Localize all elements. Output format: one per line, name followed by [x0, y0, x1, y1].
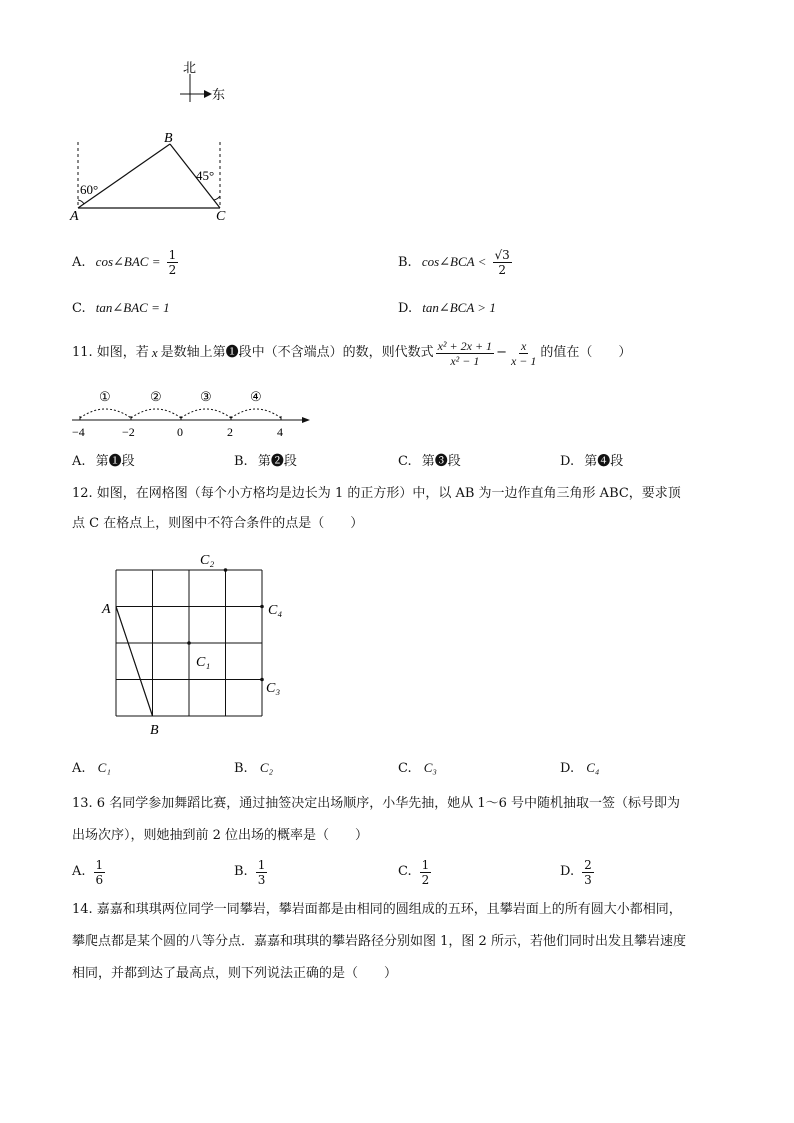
- q11-option-c-text: 第❸段: [421, 454, 461, 469]
- q13-option-b[interactable]: [234, 854, 269, 890]
- grid-label-c1: C₁: [196, 655, 211, 670]
- q13-option-a-fraction: [94, 858, 106, 887]
- q11-option-c-letter: C.: [398, 454, 412, 469]
- q12-option-d-letter: D.: [560, 761, 575, 776]
- triangle-angle-a: 60°: [80, 182, 99, 197]
- triangle-figure: [66, 130, 236, 226]
- q10-option-d-text: tan∠BCA > 1: [422, 300, 496, 315]
- q12-stem-line1: 12. 如图，在网格图（每个小方格均是边长为 1 的正方形）中，以 AB 为一边作直角三角形 ABC，要求顶: [72, 486, 681, 501]
- q12-option-a-letter: A.: [72, 761, 86, 776]
- q12-stem-line2: 点 C 在格点上，则图中不符合条件的点是（ ）: [72, 516, 364, 531]
- compass-diagram: [170, 58, 230, 106]
- q14-stem-line3: 相同，并都到达了最高点，则下列说法正确的是（ ）: [72, 966, 398, 981]
- q13-option-c-num: 1: [421, 857, 430, 872]
- grid-label-a: A: [102, 602, 111, 617]
- q10-option-a-lhs: cos∠BAC =: [95, 254, 161, 269]
- q10-option-a-letter: A.: [72, 255, 86, 270]
- q13-option-a-letter: A.: [72, 864, 86, 879]
- q11-minus: −: [496, 345, 507, 360]
- q12-option-c-text: C₃: [423, 760, 437, 775]
- q12-grid-figure: [96, 548, 296, 744]
- q10-option-a-num: 1: [168, 248, 177, 262]
- segment-label-2: ②: [150, 389, 162, 404]
- segment-label-1: ①: [99, 389, 111, 404]
- q13-option-c-den: 2: [421, 872, 430, 887]
- q12-option-d[interactable]: [560, 760, 599, 777]
- q12-option-d-text: C₄: [586, 760, 600, 775]
- segment-label-3: ③: [200, 389, 212, 404]
- q11-option-b-text: 第❷段: [257, 454, 297, 469]
- tick-label-neg4: −4: [72, 425, 85, 439]
- q11-option-d-text: 第❹段: [584, 454, 624, 469]
- q11-number-line: [66, 384, 316, 440]
- q12-option-b-text: C₂: [259, 760, 274, 775]
- q13-option-a-num: 1: [95, 857, 104, 872]
- q11-frac1-den: x² − 1: [450, 353, 480, 368]
- q12-option-c-letter: C.: [398, 761, 412, 776]
- grid-label-b: B: [150, 723, 159, 738]
- q11-prefix: 11. 如图，若: [72, 345, 149, 360]
- q10-option-c-letter: C.: [72, 301, 86, 316]
- triangle-label-b: B: [164, 131, 173, 146]
- q11-option-b[interactable]: [234, 454, 297, 470]
- q10-option-a[interactable]: [72, 248, 180, 277]
- q13-option-d-letter: D.: [560, 864, 575, 879]
- q13-stem-line2: 出场次序），则她抽到前 2 位出场的概率是（ ）: [72, 828, 369, 843]
- q13-option-b-num: 1: [257, 857, 266, 872]
- triangle-label-a: A: [70, 209, 79, 224]
- q11-option-c[interactable]: [398, 454, 461, 470]
- q13-option-d[interactable]: [560, 854, 596, 890]
- q12-option-b-letter: B.: [234, 761, 248, 776]
- q10-option-b-letter: B.: [398, 255, 412, 270]
- compass-north-label: 北: [183, 60, 197, 75]
- q12-option-c[interactable]: [398, 760, 437, 777]
- q13-option-c-fraction: [420, 858, 432, 887]
- q10-option-d-letter: D.: [398, 301, 413, 316]
- q10-option-c-text: tan∠BAC = 1: [95, 300, 170, 315]
- q13-option-b-letter: B.: [234, 864, 248, 879]
- q11-stem: [72, 336, 631, 370]
- triangle-label-c: C: [216, 209, 226, 224]
- q10-option-b-den: 2: [498, 263, 506, 277]
- q14-stem-line1: 14. 嘉嘉和琪琪两位同学一同攀岩，攀岩面都是由相同的圆组成的五环，且攀岩面上的所有圆大小都相同，: [72, 902, 682, 917]
- q14-stem-line2: 攀爬点都是某个圆的八等分点．嘉嘉和琪琪的攀岩路径分别如图 1，图 2 所示，若他们同时出发且攀岩速度: [72, 934, 686, 949]
- q11-frac2-den: x − 1: [510, 353, 537, 368]
- q11-option-d[interactable]: [560, 454, 623, 470]
- q12-option-b[interactable]: [234, 760, 273, 777]
- grid-label-c3: C₃: [266, 681, 281, 696]
- q10-option-a-fraction: [167, 248, 179, 277]
- tick-label-neg2: −2: [122, 425, 135, 439]
- q10-option-b-fraction: [493, 248, 512, 277]
- q13-option-d-fraction: [582, 858, 594, 887]
- q10-option-b[interactable]: [398, 248, 514, 277]
- q10-option-c[interactable]: [72, 300, 170, 317]
- q13-option-c[interactable]: [398, 854, 433, 890]
- q11-option-a-letter: A.: [72, 454, 86, 469]
- tick-label-0: 0: [177, 425, 183, 439]
- q13-option-d-num: 2: [584, 857, 592, 872]
- q13-option-b-den: 3: [257, 872, 266, 887]
- q13-option-a[interactable]: [72, 854, 107, 890]
- q11-fraction-1: [436, 339, 494, 368]
- q11-var: x: [151, 345, 158, 360]
- q12-option-a-text: C₁: [97, 760, 111, 775]
- q11-frac1-num: x² + 2x + 1: [437, 338, 493, 353]
- q13-stem-line1: 13. 6 名同学参加舞蹈比赛，通过抽签决定出场顺序，小华先抽，她从 1～6 号中随机抽取一签（标号即为: [72, 796, 681, 811]
- q11-option-a-text: 第❶段: [95, 454, 135, 469]
- q11-frac2-num: x: [521, 338, 527, 353]
- compass-east-label: 东: [212, 87, 226, 102]
- q12-option-a[interactable]: [72, 760, 111, 777]
- q11-option-b-letter: B.: [234, 454, 248, 469]
- q11-fraction-2: [509, 339, 538, 368]
- tick-label-4: 4: [277, 425, 283, 439]
- q11-mid: 是数轴上第❶段中（不含端点）的数，则代数式: [160, 345, 434, 360]
- triangle-angle-c: 45°: [196, 168, 215, 183]
- q13-option-b-fraction: [256, 858, 268, 887]
- q10-option-d[interactable]: [398, 300, 496, 317]
- tick-label-2: 2: [227, 425, 233, 439]
- q13-option-a-den: 6: [95, 872, 104, 887]
- q11-suffix: 的值在（ ）: [540, 345, 632, 360]
- q13-option-c-letter: C.: [398, 864, 412, 879]
- segment-label-4: ④: [250, 389, 262, 404]
- q11-option-d-letter: D.: [560, 454, 575, 469]
- q10-option-b-num: √3: [494, 248, 510, 262]
- q13-option-d-den: 3: [584, 872, 592, 887]
- grid-label-c4: C₄: [268, 603, 283, 618]
- grid-label-c2: C₂: [200, 553, 215, 568]
- q10-option-b-lhs: cos∠BCA <: [421, 254, 487, 269]
- q10-option-a-den: 2: [168, 263, 177, 277]
- q11-option-a[interactable]: [72, 454, 135, 470]
